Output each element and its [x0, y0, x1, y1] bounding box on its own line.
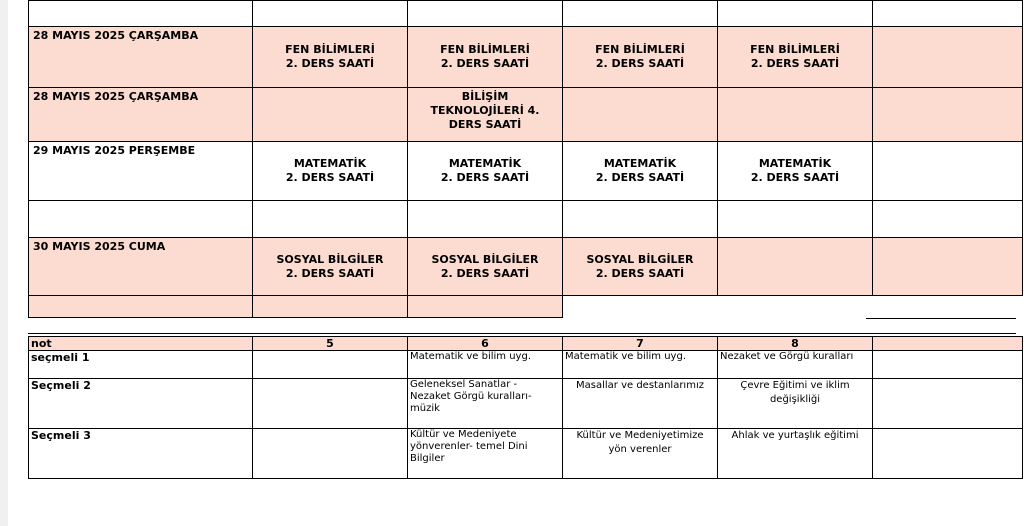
table-row — [29, 88, 1023, 142]
elective-cell — [253, 379, 408, 429]
grade-header — [873, 337, 1023, 351]
exam-cell: SOSYAL BİLGİLER 2. DERS SAATİ — [253, 238, 408, 296]
date-cell — [29, 296, 253, 318]
exam-cell — [253, 296, 408, 318]
elective-cell: Matematik ve bilim uyg. — [408, 351, 563, 379]
elective-cell: Matematik ve bilim uyg. — [563, 351, 718, 379]
header-label: not — [29, 337, 253, 351]
elective-cell — [253, 351, 408, 379]
table-row — [29, 27, 1023, 88]
date-cell: 29 MAYIS 2025 PERŞEMBE — [29, 142, 253, 201]
date-cell: 30 MAYIS 2025 CUMA — [29, 238, 253, 296]
table-header-row — [29, 337, 1023, 351]
grade-header: 7 — [563, 337, 718, 351]
exam-cell — [253, 88, 408, 142]
exam-cell — [408, 296, 563, 318]
exam-cell — [408, 1, 563, 27]
exam-cell — [873, 1, 1023, 27]
exam-cell: BİLİŞİM TEKNOLOJİLERİ 4. DERS SAATİ — [408, 88, 563, 142]
exam-cell: MATEMATİK 2. DERS SAATİ — [253, 142, 408, 201]
exam-cell — [873, 142, 1023, 201]
elective-cell: Kültür ve Medeniyete yönverenler- temel Dini Bilgiler — [408, 429, 563, 479]
exam-cell — [253, 1, 408, 27]
page-edge — [0, 0, 8, 526]
exam-cell: FEN BİLİMLERİ 2. DERS SAATİ — [563, 27, 718, 88]
exam-cell — [253, 201, 408, 238]
exam-cell: MATEMATİK 2. DERS SAATİ — [718, 142, 873, 201]
table-row — [29, 351, 1023, 379]
exam-cell: FEN BİLİMLERİ 2. DERS SAATİ — [408, 27, 563, 88]
exam-cell: FEN BİLİMLERİ 2. DERS SAATİ — [253, 27, 408, 88]
grade-header: 6 — [408, 337, 563, 351]
elective-label: Seçmeli 2 — [29, 379, 253, 429]
date-cell: 28 MAYIS 2025 ÇARŞAMBA — [29, 88, 253, 142]
elective-label: Seçmeli 3 — [29, 429, 253, 479]
exam-cell — [718, 201, 873, 238]
table-row — [29, 238, 1023, 296]
exam-cell — [873, 27, 1023, 88]
exam-cell — [873, 201, 1023, 238]
document-page — [8, 0, 1024, 526]
exam-cell — [563, 201, 718, 238]
date-cell: 28 MAYIS 2025 ÇARŞAMBA — [29, 27, 253, 88]
elective-cell: Ahlak ve yurtaşlık eğitimi — [718, 429, 873, 479]
exam-cell — [718, 238, 873, 296]
exam-cell — [873, 88, 1023, 142]
table-row — [29, 379, 1023, 429]
empty-gap — [873, 296, 1023, 318]
grade-header: 5 — [253, 337, 408, 351]
exam-cell — [408, 201, 563, 238]
table-row — [29, 142, 1023, 201]
exam-cell: FEN BİLİMLERİ 2. DERS SAATİ — [718, 27, 873, 88]
exam-cell — [718, 1, 873, 27]
elective-cell: Masallar ve destanlarımız — [563, 379, 718, 429]
exam-cell — [563, 1, 718, 27]
elective-cell: Geleneksel Sanatlar - Nezaket Görgü kuralları- müzik — [408, 379, 563, 429]
exam-cell — [718, 88, 873, 142]
exam-schedule-table — [28, 0, 1023, 318]
exam-cell: SOSYAL BİLGİLER 2. DERS SAATİ — [563, 238, 718, 296]
table-row — [29, 296, 1023, 318]
exam-cell — [563, 88, 718, 142]
elective-cell — [873, 379, 1023, 429]
date-cell — [29, 201, 253, 238]
table-row — [29, 201, 1023, 238]
table-row — [29, 1, 1023, 27]
elective-cell: Nezaket ve Görgü kuralları — [718, 351, 873, 379]
exam-cell: MATEMATİK 2. DERS SAATİ — [563, 142, 718, 201]
empty-gap — [563, 296, 873, 318]
elective-cell: Kültür ve Medeniyetimize yön verenler — [563, 429, 718, 479]
exam-cell: MATEMATİK 2. DERS SAATİ — [408, 142, 563, 201]
exam-cell — [873, 238, 1023, 296]
date-cell — [29, 1, 253, 27]
elective-cell — [873, 351, 1023, 379]
elective-cell — [873, 429, 1023, 479]
elective-cell — [253, 429, 408, 479]
elective-notes-table — [28, 336, 1023, 479]
elective-label: seçmeli 1 — [29, 351, 253, 379]
grade-header: 8 — [718, 337, 873, 351]
elective-cell: Çevre Eğitimi ve iklim değişikliği — [718, 379, 873, 429]
divider-line — [866, 318, 1016, 319]
divider-line — [28, 333, 1016, 334]
table-row — [29, 429, 1023, 479]
exam-cell: SOSYAL BİLGİLER 2. DERS SAATİ — [408, 238, 563, 296]
